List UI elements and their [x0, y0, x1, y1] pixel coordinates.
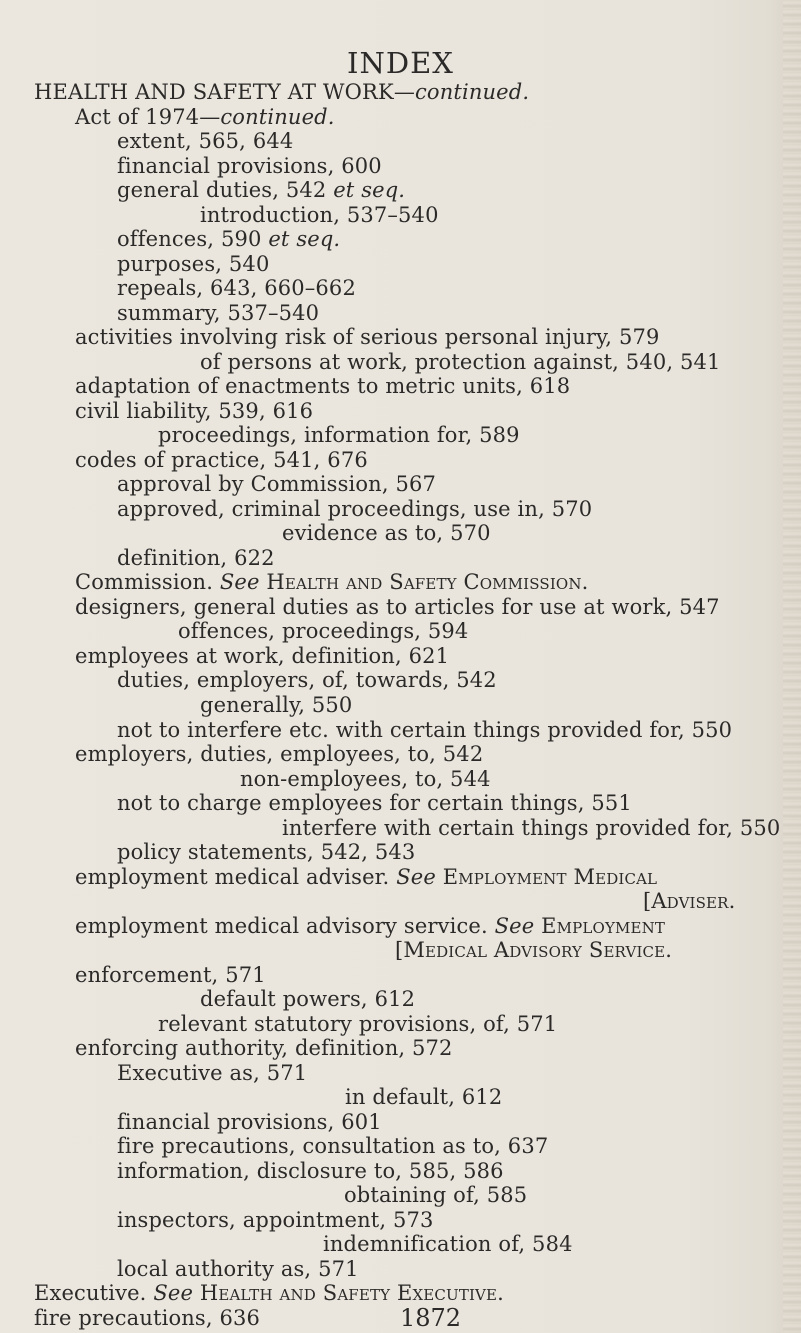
index-entry: proceedings, information for, 589 [158, 423, 520, 447]
index-entry: fire precautions, consultation as to, 637 [117, 1134, 549, 1158]
index-entry: employment medical advisory service. See Employment [75, 914, 666, 938]
index-entry: interfere with certain things provided for, 550 [282, 816, 781, 840]
index-entry: policy statements, 542, 543 [117, 840, 416, 864]
index-entry: employers, duties, employees, to, 542 [75, 742, 484, 766]
index-entry: financial provisions, 600 [117, 154, 382, 178]
index-entry: fire precautions, 636 [34, 1306, 261, 1330]
index-entry: employment medical adviser. See Employment Medical [75, 865, 658, 889]
page-edge [783, 0, 801, 1333]
index-entry: evidence as to, 570 [282, 521, 491, 545]
index-entry: repeals, 643, 660–662 [117, 276, 356, 300]
index-entry: duties, employers, of, towards, 542 [117, 668, 497, 692]
index-entry: Act of 1974—continued. [75, 105, 335, 129]
index-entry: generally, 550 [200, 693, 353, 717]
index-entry: enforcement, 571 [75, 963, 266, 987]
index-entry: not to interfere etc. with certain things provided for, 550 [117, 718, 733, 742]
index-entry: adaptation of enactments to metric units, 618 [75, 374, 571, 398]
index-entry: enforcing authority, definition, 572 [75, 1036, 453, 1060]
index-entry: financial provisions, 601 [117, 1110, 382, 1134]
index-entry: in default, 612 [345, 1085, 503, 1109]
index-entry: indemnification of, 584 [323, 1232, 573, 1256]
index-entry: offences, 590 et seq. [117, 227, 341, 251]
index-entry: definition, 622 [117, 546, 275, 570]
index-entry: summary, 537–540 [117, 301, 320, 325]
index-entry: default powers, 612 [200, 987, 416, 1011]
index-entry: employees at work, definition, 621 [75, 644, 450, 668]
index-entry: extent, 565, 644 [117, 129, 294, 153]
index-entry: Executive as, 571 [117, 1061, 308, 1085]
index-entry: local authority as, 571 [117, 1257, 359, 1281]
index-entry: non-employees, to, 544 [240, 767, 491, 791]
index-entry: relevant statutory provisions, of, 571 [158, 1012, 558, 1036]
index-entry: introduction, 537–540 [200, 203, 439, 227]
index-heading: HEALTH AND SAFETY AT WORK—continued. [34, 80, 530, 104]
index-entry: not to charge employees for certain things, 551 [117, 791, 632, 815]
index-entry-continuation: [Medical Advisory Service. [395, 938, 673, 962]
index-entry-continuation: [Adviser. [643, 889, 736, 913]
page-title: INDEX [347, 46, 454, 80]
index-entry: designers, general duties as to articles for use at work, 547 [75, 595, 720, 619]
index-entry: information, disclosure to, 585, 586 [117, 1159, 504, 1183]
index-entry: of persons at work, protection against, 540, 541 [200, 350, 721, 374]
page-number: 1872 [400, 1304, 462, 1332]
index-entry: offences, proceedings, 594 [178, 619, 469, 643]
index-entry: codes of practice, 541, 676 [75, 448, 368, 472]
index-entry: Commission. See Health and Safety Commission. [75, 570, 589, 594]
index-entry: approved, criminal proceedings, use in, 570 [117, 497, 593, 521]
index-entry: purposes, 540 [117, 252, 270, 276]
index-entry: general duties, 542 et seq. [117, 178, 406, 202]
index-entry: obtaining of, 585 [344, 1183, 528, 1207]
index-entry: Executive. See Health and Safety Executive. [34, 1281, 504, 1305]
index-entry: inspectors, appointment, 573 [117, 1208, 434, 1232]
index-entry: civil liability, 539, 616 [75, 399, 314, 423]
index-entry: activities involving risk of serious personal injury, 579 [75, 325, 660, 349]
index-entry: approval by Commission, 567 [117, 472, 437, 496]
